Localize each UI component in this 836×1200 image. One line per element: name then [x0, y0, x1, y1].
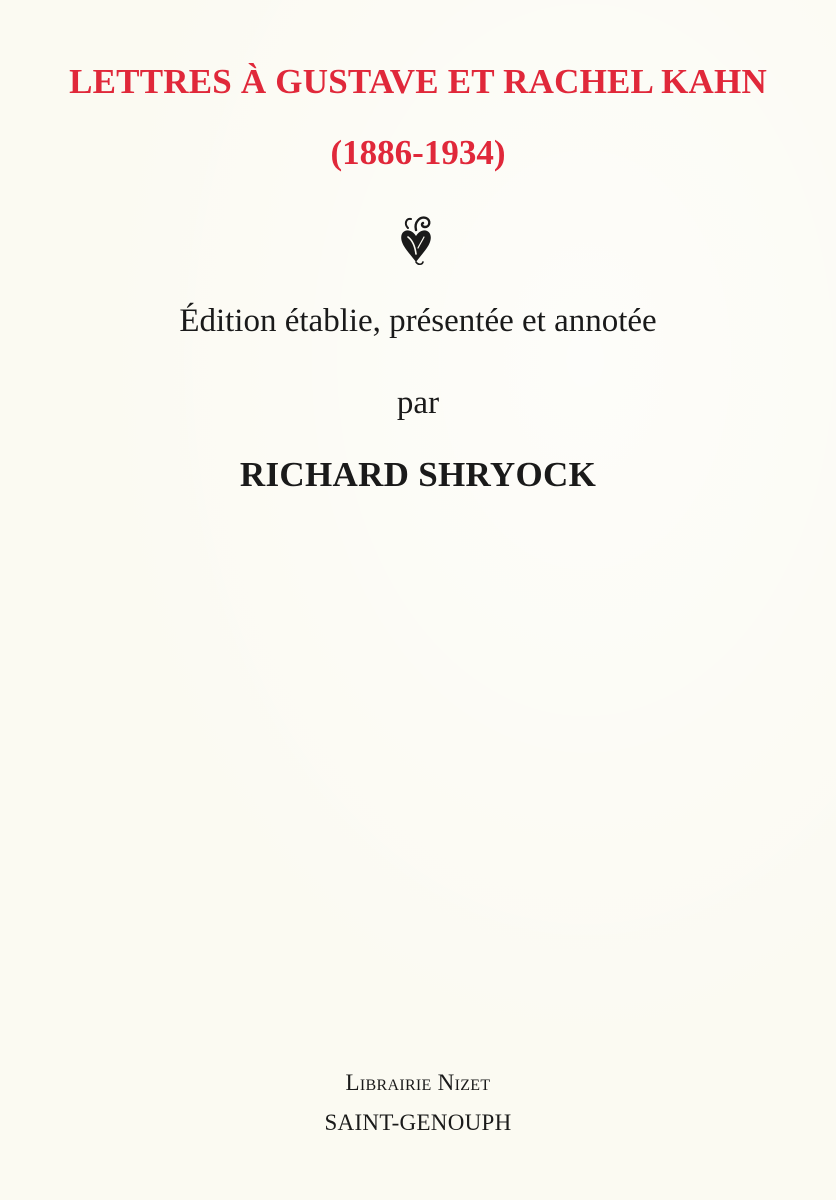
by-word: par [396, 385, 440, 421]
author-name: RICHARD SHRYOCK [239, 455, 597, 494]
book-title: LETTRES À GUSTAVE ET RACHEL KAHN [69, 62, 767, 101]
edition-credit: Édition établie, présentée et annotée [179, 303, 657, 339]
book-years: (1886-1934) [330, 133, 506, 172]
publisher-place: SAINT-GENOUPH [324, 1110, 512, 1135]
publisher-name: Librairie Nizet [345, 1070, 491, 1095]
fleuron-heart-icon [394, 210, 438, 266]
